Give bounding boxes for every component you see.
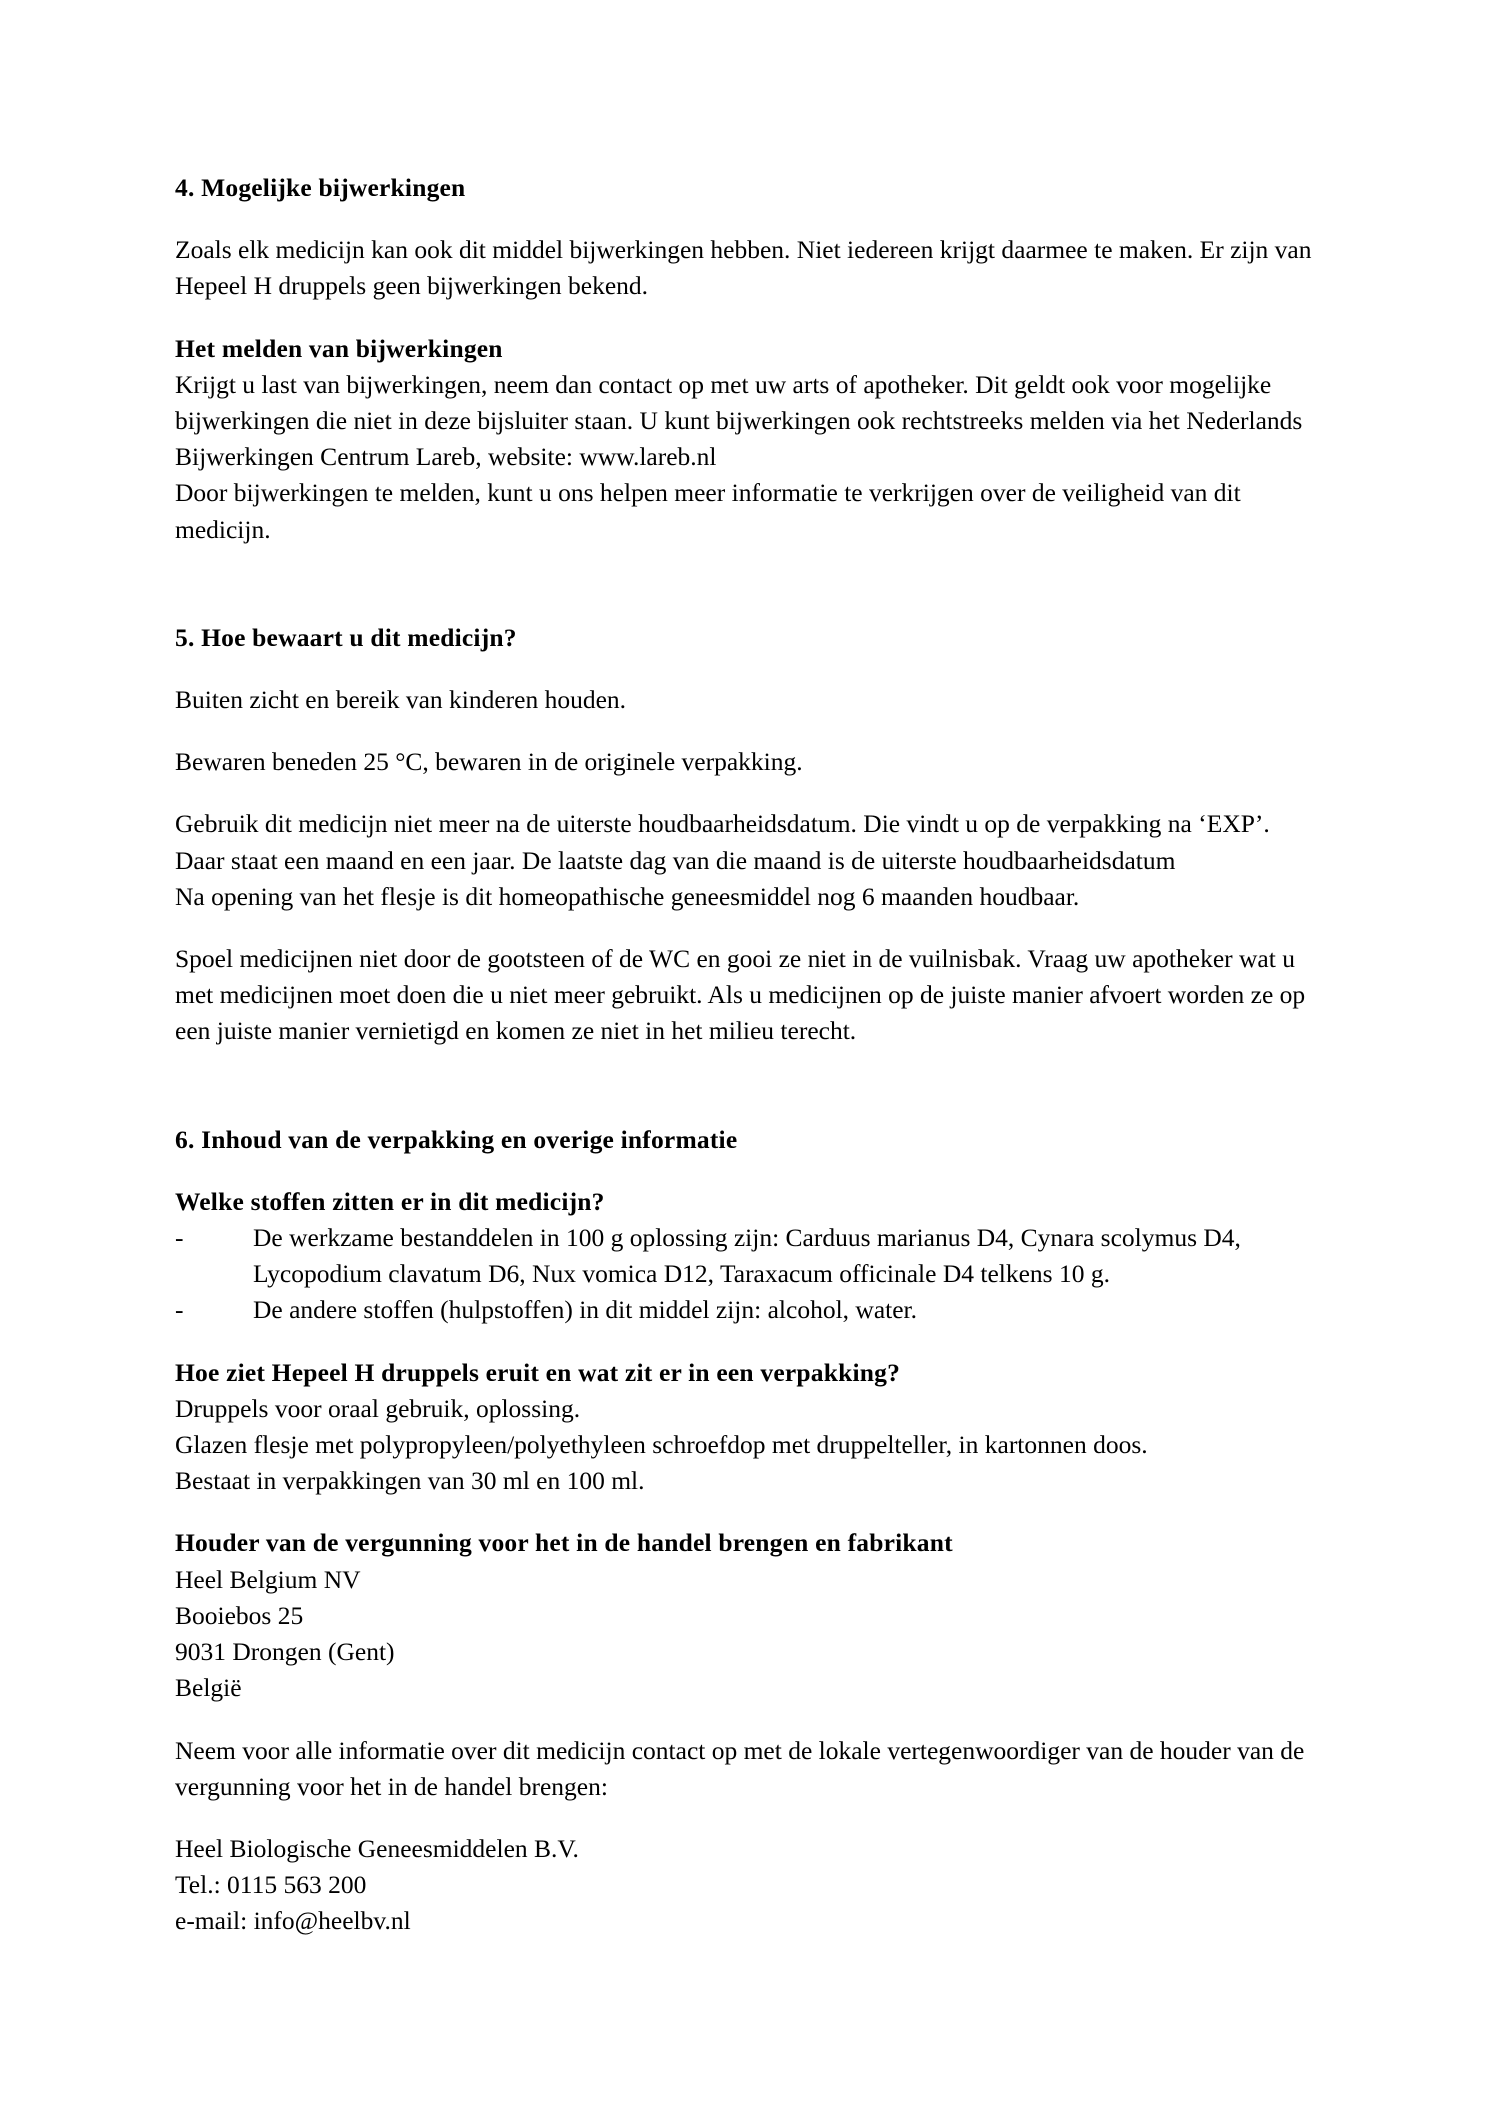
section-5-paragraph-4: Na opening van het flesje is dit homeopathische geneesmiddel nog 6 maanden houdbaar. <box>175 881 1080 911</box>
list-marker: - <box>175 1295 184 1325</box>
subheading-melden-bijwerkingen: Het melden van bijwerkingen <box>175 333 503 363</box>
melden-bijwerkingen-paragraph-1: Krijgt u last van bijwerkingen, neem dan contact op met uw arts of apotheker. Dit geldt ook voor mogelijke bijwerkingen die niet in deze bijsluiter staan. U kunt bijwerkingen ook rechtstreeks melden via het Nederlands Bijwerkingen Centrum Lareb, website: www.lareb.nl <box>175 369 1303 472</box>
address-line: Booiebos 25 <box>175 1600 304 1630</box>
address-line: 9031 Drongen (Gent) <box>175 1637 395 1667</box>
section-heading-6: 6. Inhoud van de verpakking en overige informatie <box>175 1124 738 1154</box>
spacer <box>175 718 1319 744</box>
vertegenwoordiger-paragraph: Neem voor alle informatie over dit medicijn contact op met de lokale vertegenwoordiger van de houder van de vergunning voor het in de handel brengen: <box>175 1735 1305 1801</box>
section-heading-5: 5. Hoe bewaart u dit medicijn? <box>175 622 517 652</box>
list-marker: - <box>175 1223 184 1253</box>
list-item-text: De werkzame bestanddelen in 100 g oplossing zijn: Carduus marianus D4, Cynara scolymus D4, Lycopodium clavatum D6, Nux vomica D12, Taraxacum officinale D4 telkens 10 g. <box>253 1223 1241 1289</box>
list-item-text: De andere stoffen (hulpstoffen) in dit middel zijn: alcohol, water. <box>253 1295 917 1325</box>
uiterlijk-paragraph-2: Glazen flesje met polypropyleen/polyethyleen schroefdop met druppelteller, in kartonnen doos. <box>175 1430 1148 1460</box>
section-4-paragraph-1: Zoals elk medicijn kan ook dit middel bijwerkingen hebben. Niet iedereen krijgt daarmee te maken. Er zijn van Hepeel H druppels geen bijwerkingen bekend. <box>175 235 1312 301</box>
section-5-paragraph-5: Spoel medicijnen niet door de gootsteen of de WC en gooi ze niet in de vuilnisbak. Vraag uw apotheker wat u met medicijnen moet doen die u niet meer gebruikt. Als u medicijnen op de juiste manier afvoert worden ze op een juiste manier vernietigd en komen ze niet in het milieu terecht. <box>175 944 1306 1046</box>
spacer <box>175 915 1319 941</box>
list-item <box>175 1220 1319 1292</box>
subheading-stoffen: Welke stoffen zitten er in dit medicijn? <box>175 1186 605 1216</box>
spacer <box>175 1158 1319 1184</box>
spacer <box>175 1805 1319 1831</box>
spacer <box>175 1499 1319 1525</box>
uiterlijk-paragraph-3: Bestaat in verpakkingen van 30 ml en 100 ml. <box>175 1466 645 1496</box>
contact-line: Heel Biologische Geneesmiddelen B.V. <box>175 1833 579 1863</box>
spacer <box>175 1707 1319 1733</box>
address-line: België <box>175 1673 242 1703</box>
contact-line-email: e-mail: info@heelbv.nl <box>175 1906 411 1936</box>
uiterlijk-paragraph-1: Druppels voor oraal gebruik, oplossing. <box>175 1393 581 1423</box>
spacer <box>175 548 1319 620</box>
subheading-uiterlijk: Hoe ziet Hepeel H druppels eruit en wat zit er in een verpakking? <box>175 1357 901 1387</box>
list-item <box>175 1292 1319 1328</box>
spacer <box>175 656 1319 682</box>
spacer <box>175 305 1319 331</box>
stoffen-list <box>175 1220 1319 1329</box>
section-5-paragraph-3: Gebruik dit medicijn niet meer na de uiterste houdbaarheidsdatum. Die vindt u op de verpakking na ‘EXP’. Daar staat een maand en een jaar. De laatste dag van die maand is de uiterste houdbaarheidsdatum <box>175 809 1270 875</box>
subheading-houder-vergunning: Houder van de vergunning voor het in de handel brengen en fabrikant <box>175 1528 953 1558</box>
spacer <box>175 1329 1319 1355</box>
section-heading-4: 4. Mogelijke bijwerkingen <box>175 173 466 202</box>
spacer <box>175 1050 1319 1122</box>
section-5-paragraph-1: Buiten zicht en bereik van kinderen houden. <box>175 685 627 715</box>
spacer <box>175 206 1319 232</box>
address-line: Heel Belgium NV <box>175 1564 361 1594</box>
spacer <box>175 780 1319 806</box>
melden-bijwerkingen-paragraph-2: Door bijwerkingen te melden, kunt u ons helpen meer informatie te verkrijgen over de veiligheid van dit medicijn. <box>175 478 1241 544</box>
section-5-paragraph-2: Bewaren beneden 25 °C, bewaren in de originele verpakking. <box>175 747 803 777</box>
contact-line: Tel.: 0115 563 200 <box>175 1870 367 1900</box>
document-body <box>175 170 1319 1940</box>
